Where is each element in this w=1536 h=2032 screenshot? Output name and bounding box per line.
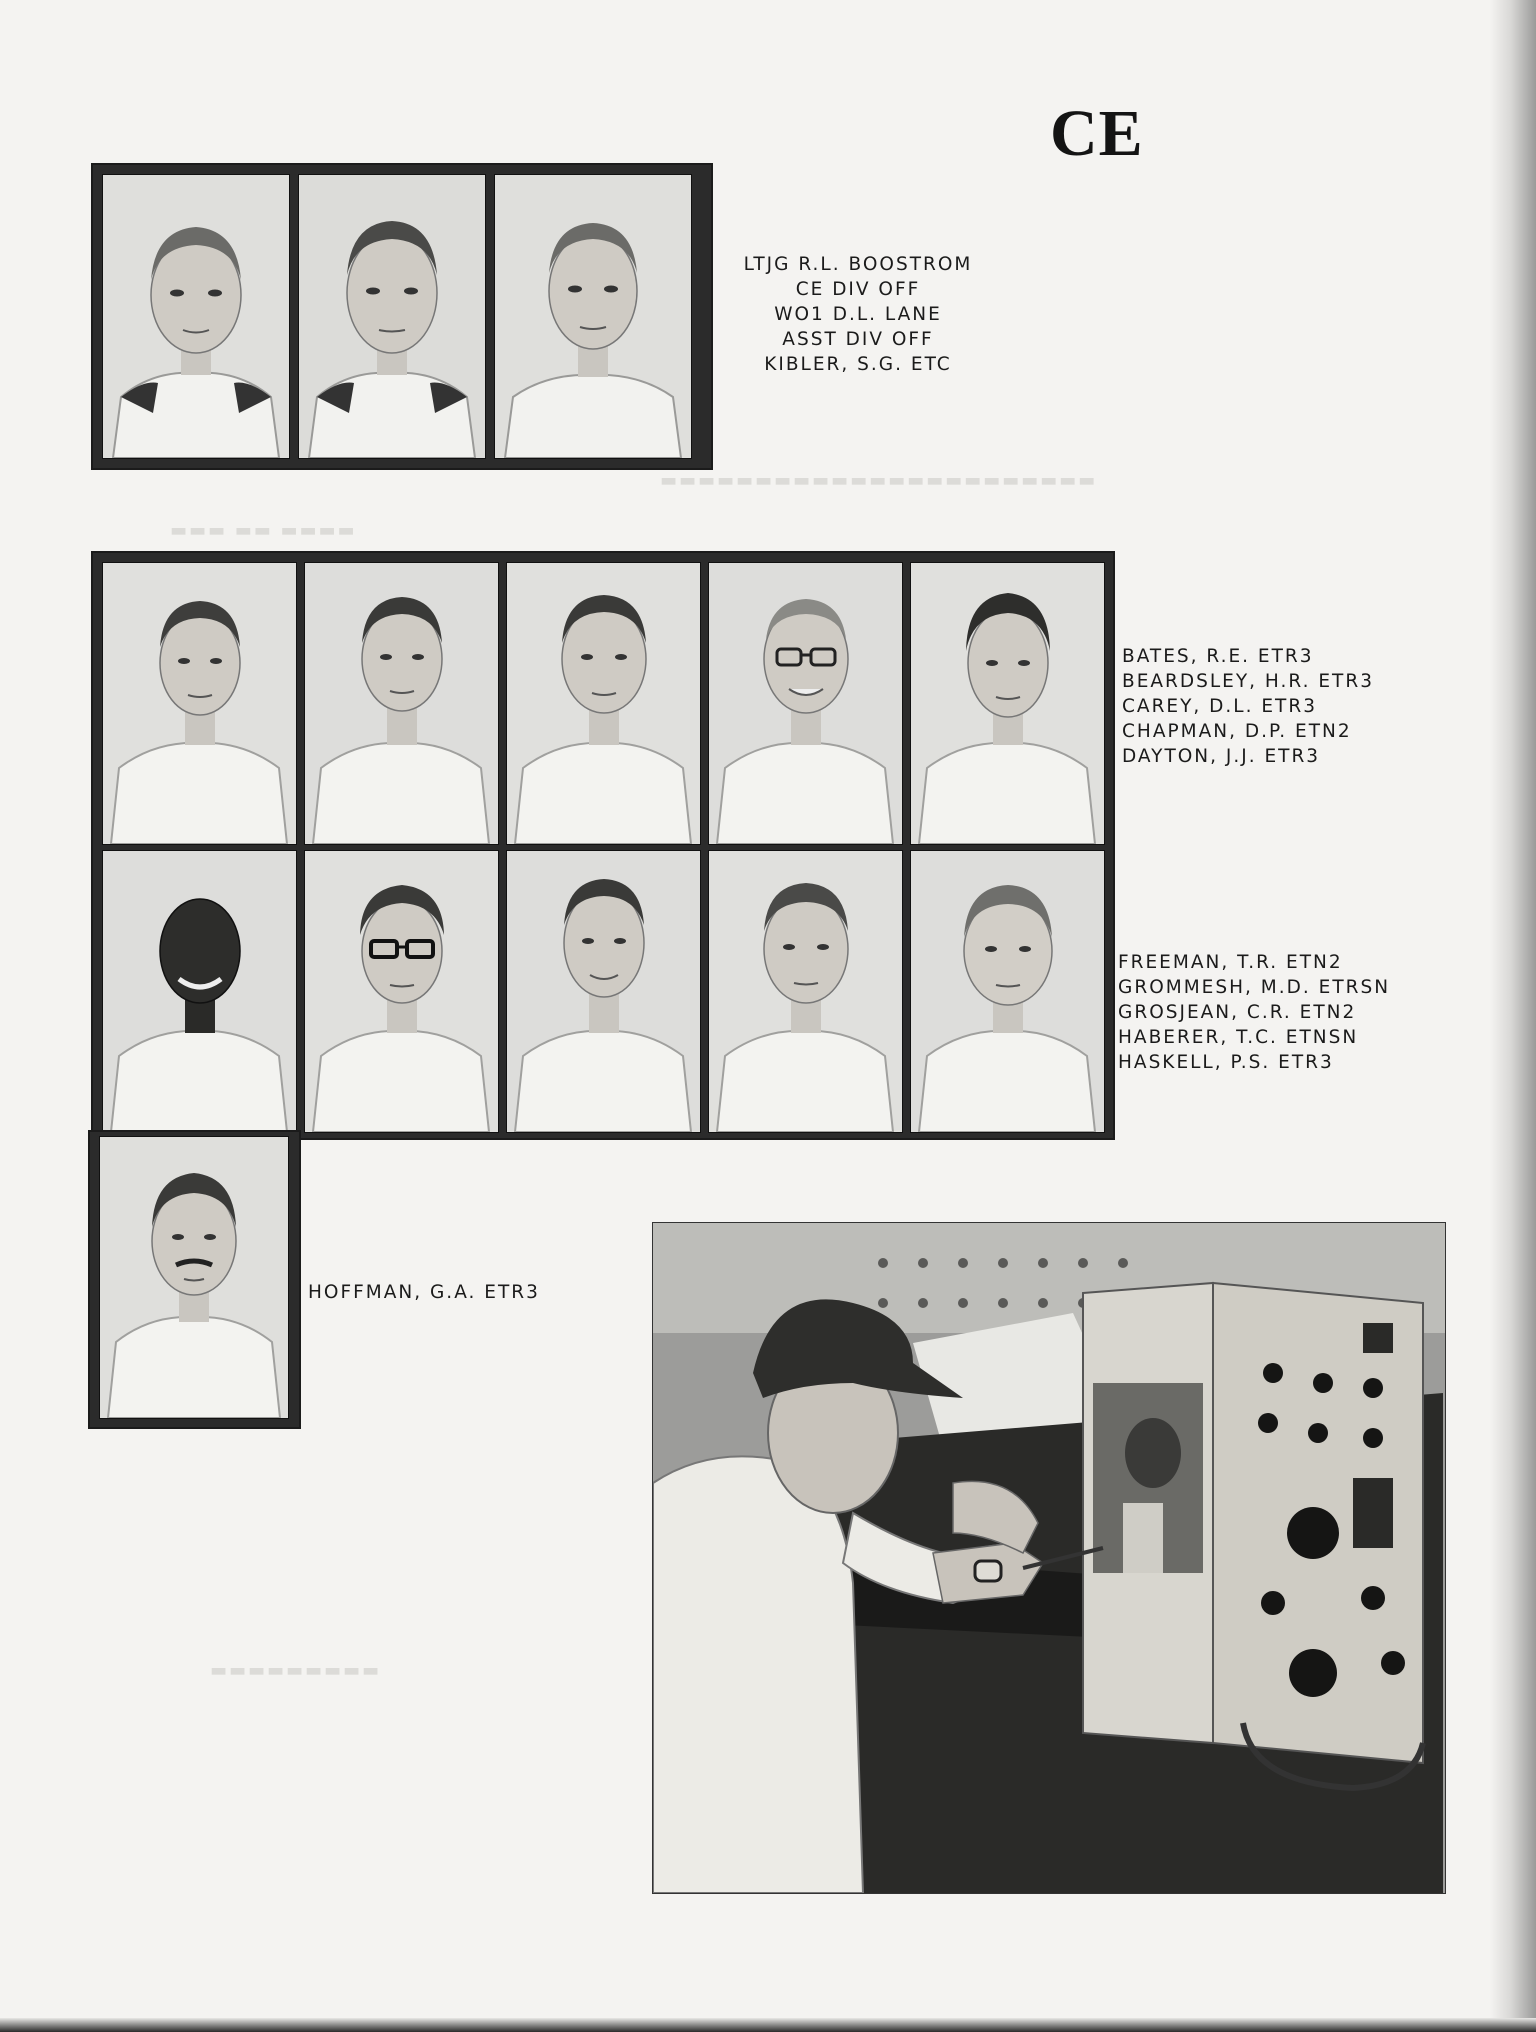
portrait-photo-icon <box>495 175 691 458</box>
bleed-through: ▬▬▬▬▬▬▬▬▬ <box>210 1660 382 1681</box>
portrait-photo <box>304 562 499 845</box>
portrait-photo <box>99 1136 289 1419</box>
caption-line: KIBLER, S.G. ETC <box>764 354 952 375</box>
row-1-captions <box>1122 644 1462 769</box>
portrait-photo <box>298 174 486 459</box>
caption-line: HOFFMAN, G.A. ETR3 <box>308 1282 540 1303</box>
portrait-photo <box>708 850 903 1133</box>
bleed-through: ▬▬▬▬▬▬▬▬▬▬▬▬▬▬▬▬▬▬▬▬▬▬▬ <box>660 470 1098 491</box>
portrait-photo-icon <box>507 563 700 844</box>
caption-line: FREEMAN, T.R. ETN2 <box>1118 952 1343 973</box>
portrait-photo <box>102 850 297 1133</box>
portrait-photo-icon <box>911 563 1104 844</box>
portrait-photo <box>910 562 1105 845</box>
officer-captions <box>728 252 988 377</box>
page-bottom-edge <box>0 2018 1536 2032</box>
caption-line: ASST DIV OFF <box>782 329 934 350</box>
caption-line: WO1 D.L. LANE <box>774 304 942 325</box>
caption-line: CHAPMAN, D.P. ETN2 <box>1122 721 1352 742</box>
portrait-photo <box>506 562 701 845</box>
caption-line: HASKELL, P.S. ETR3 <box>1118 1052 1334 1073</box>
row-3-caption <box>308 1280 628 1305</box>
portrait-photo-icon <box>299 175 485 458</box>
portrait-photo <box>102 562 297 845</box>
single-photo-frame <box>88 1130 301 1429</box>
officer-photo-strip <box>91 163 713 470</box>
portrait-photo-icon <box>911 851 1104 1132</box>
portrait-photo-icon <box>305 851 498 1132</box>
bleed-through: ▬▬▬ ▬▬ ▬▬▬▬ <box>170 520 357 541</box>
portrait-photo <box>494 174 692 459</box>
caption-line: DAYTON, J.J. ETR3 <box>1122 746 1321 767</box>
portrait-photo <box>506 850 701 1133</box>
caption-line: HABERER, T.C. ETNSN <box>1118 1027 1359 1048</box>
caption-line: GROMMESH, M.D. ETRSN <box>1118 977 1391 998</box>
portrait-photo-icon <box>305 563 498 844</box>
page-edge <box>1490 0 1536 2032</box>
caption-line: GROSJEAN, C.R. ETN2 <box>1118 1002 1357 1023</box>
caption-line: CE DIV OFF <box>795 279 921 300</box>
portrait-photo <box>304 850 499 1133</box>
caption-line: LTJG R.L. BOOSTROM <box>743 254 973 275</box>
crew-photo-strip <box>91 551 1115 1140</box>
portrait-photo-icon <box>100 1137 288 1418</box>
caption-line: BATES, R.E. ETR3 <box>1122 646 1314 667</box>
portrait-photo-icon <box>103 563 296 844</box>
row-2-captions <box>1118 950 1468 1075</box>
portrait-photo-icon <box>103 175 289 458</box>
caption-line: CAREY, D.L. ETR3 <box>1122 696 1317 717</box>
technician-repairing-radio-photo <box>652 1222 1446 1894</box>
portrait-photo-icon <box>709 851 902 1132</box>
portrait-photo-icon <box>507 851 700 1132</box>
portrait-photo <box>708 562 903 845</box>
portrait-photo-icon <box>709 563 902 844</box>
page-title: CE <box>1050 97 1144 170</box>
portrait-photo-icon <box>103 851 296 1132</box>
portrait-photo <box>910 850 1105 1133</box>
caption-line: BEARDSLEY, H.R. ETR3 <box>1122 671 1374 692</box>
portrait-photo <box>102 174 290 459</box>
